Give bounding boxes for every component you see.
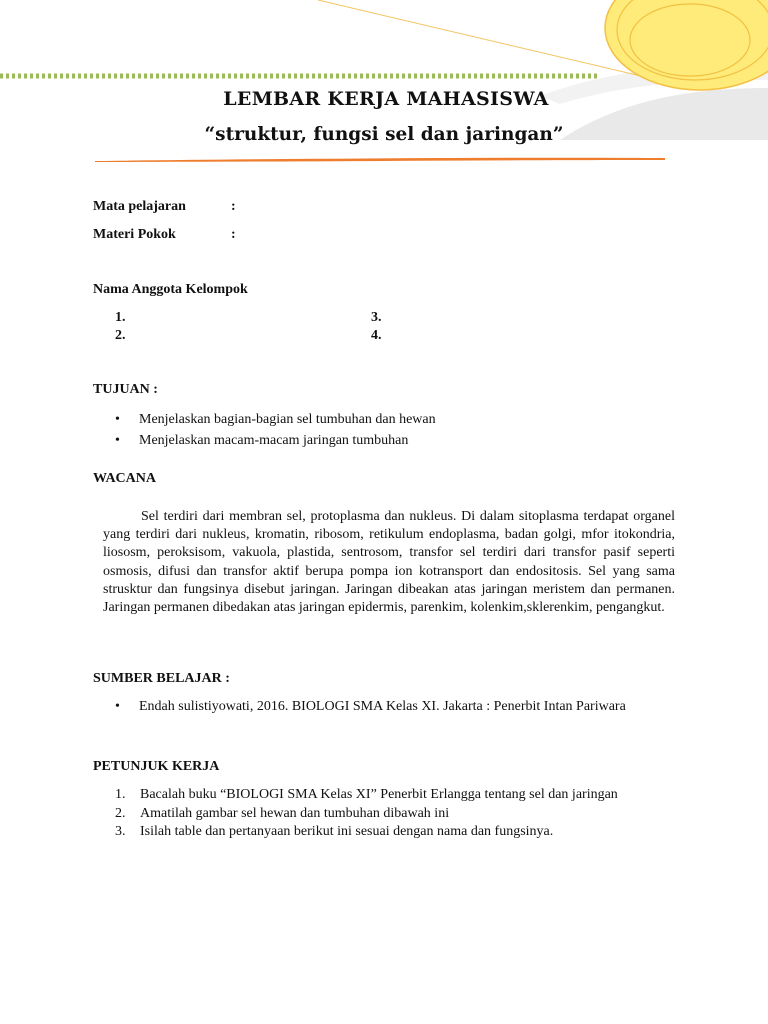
page-title: LEMBAR KERJA MAHASISWA [223, 88, 549, 110]
page-subtitle: “struktur, fungsi sel dan jaringan” [204, 124, 564, 145]
header-decoration [0, 0, 768, 140]
tujuan-list [115, 409, 436, 451]
wacana-paragraph: Sel terdiri dari membran sel, protoplasma dan nukleus. Di dalam sitoplasma terdapat organel yang terdiri dari nukleus, kromatin, ribosom, retikulum endoplasma, badan golgi, mfor itokondria, liososm, peroksisom, vakuola, plastida, sentrosom, transfor sel terdiri dari transfor pasif seperti osmosis, difusi dan transfor aktif berupa pompa ion kotransport dan endositosis. Sel yang sama strusktur dan fungsinya disebut jaringan. Jaringan dibeakan atas jaringan meristem dan permanen. Jaringan permanen dibedakan atas jaringan epidermis, parenkim, kolenkim,sklerenkim, pengangkut. [103, 509, 675, 616]
petunjuk-heading: PETUNJUK KERJA [93, 759, 220, 774]
list-item: 1. Bacalah buku “BIOLOGI SMA Kelas XI” Penerbit Erlangga tentang sel dan jaringan [115, 787, 618, 802]
mata-pelajaran-label: Mata pelajaran [93, 199, 186, 214]
materi-pokok-label: Materi Pokok [93, 227, 176, 242]
list-item: 3. Isilah table dan pertanyaan berikut ini sesuai dengan nama dan fungsinya. [115, 824, 554, 839]
list-item: 2. Amatilah gambar sel hewan dan tumbuhan dibawah ini [115, 805, 450, 821]
list-item: • Endah sulistiyowati, 2016. BIOLOGI SMA Kelas XI. Jakarta : Penerbit Intan Pariwara [115, 698, 675, 717]
sumber-heading: SUMBER BELAJAR : [93, 671, 230, 686]
bullet-icon: • [115, 433, 120, 448]
materi-pokok-colon: : [231, 227, 236, 242]
wacana-heading: WACANA [93, 471, 156, 486]
member-number-3: 3. [371, 310, 382, 325]
member-number-1: 1. [115, 310, 126, 325]
sumber-list [115, 698, 675, 717]
member-number-4: 4. [371, 328, 382, 343]
list-item: • Menjelaskan bagian-bagian sel tumbuhan dan hewan [115, 409, 436, 430]
mata-pelajaran-colon: : [231, 199, 236, 214]
tujuan-heading: TUJUAN : [93, 382, 158, 397]
title-underline [95, 156, 665, 164]
group-members-label: Nama Anggota Kelompok [93, 282, 248, 297]
bullet-icon: • [115, 699, 120, 714]
petunjuk-list [115, 786, 618, 842]
list-item: • Menjelaskan macam-macam jaringan tumbuhan [115, 430, 436, 451]
bullet-icon: • [115, 412, 120, 427]
member-number-2: 2. [115, 328, 126, 343]
